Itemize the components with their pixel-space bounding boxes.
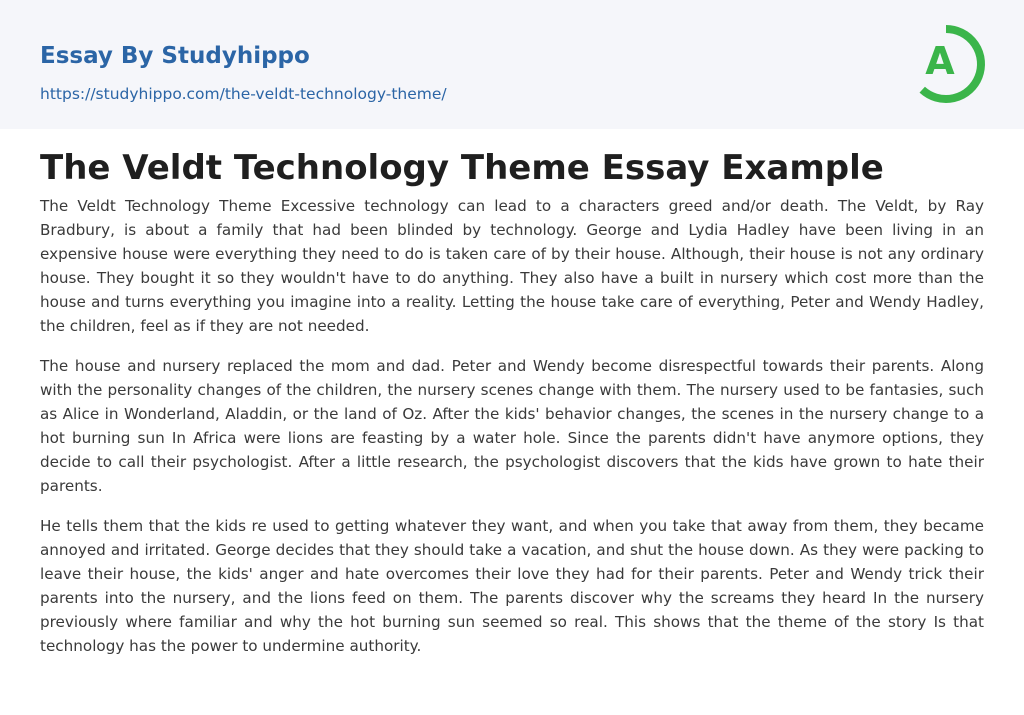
essay-paragraph: The house and nursery replaced the mom and dad. Peter and Wendy become disrespectful towards their parents. Along with the personality changes of the children, the nursery scenes change with them. The nursery used to be fantasies, such as Alice in Wonderland, Aladdin, or the land of Oz. After the kids' behavior changes, the scenes in the nursery change to a hot burning sun In Africa were lions are feasting by a water hole. Since the parents didn't have anymore options, they decide to call their psychologist. After a little research, the psychologist discovers that the kids have grown to hate their parents. — [40, 357, 984, 495]
studyhippo-a-logo-icon[interactable] — [912, 18, 986, 106]
page-title: The Veldt Technology Theme Essay Example — [40, 148, 884, 188]
logo-letter: A — [925, 39, 955, 83]
essay-body — [40, 194, 984, 674]
essay-paragraph: The Veldt Technology Theme Excessive technology can lead to a characters greed and/or death. The Veldt, by Ray Bradbury, is about a family that had been blinded by technology. George and Lydia Hadley have been living in an expensive house were everything they need to do is taken care of by their house. Although, their house is not any ordinary house. They bought it so they wouldn't have to do anything. They also have a built in nursery which cost more than the house and turns everything you imagine into a reality. Letting the house take care of everything, Peter and Wendy Hadley, the children, feel as if they are not needed. — [40, 197, 984, 335]
essay-url-link[interactable]: https://studyhippo.com/the-veldt-technology-theme/ — [40, 85, 447, 103]
site-brand[interactable]: Essay By Studyhippo — [40, 43, 310, 69]
essay-paragraph: He tells them that the kids re used to getting whatever they want, and when you take that away from them, they became annoyed and irritated. George decides that they should take a vacation, and shut the house down. As they were packing to leave their house, the kids' anger and hate overcomes their love they had for their parents. Peter and Wendy trick their parents into the nursery, and the lions feed on them. The parents discover why the screams they heard In the nursery previously where familiar and why the hot burning sun seemed so real. This shows that the theme of the story Is that technology has the power to undermine authority. — [40, 517, 984, 655]
site-header — [0, 0, 1024, 129]
